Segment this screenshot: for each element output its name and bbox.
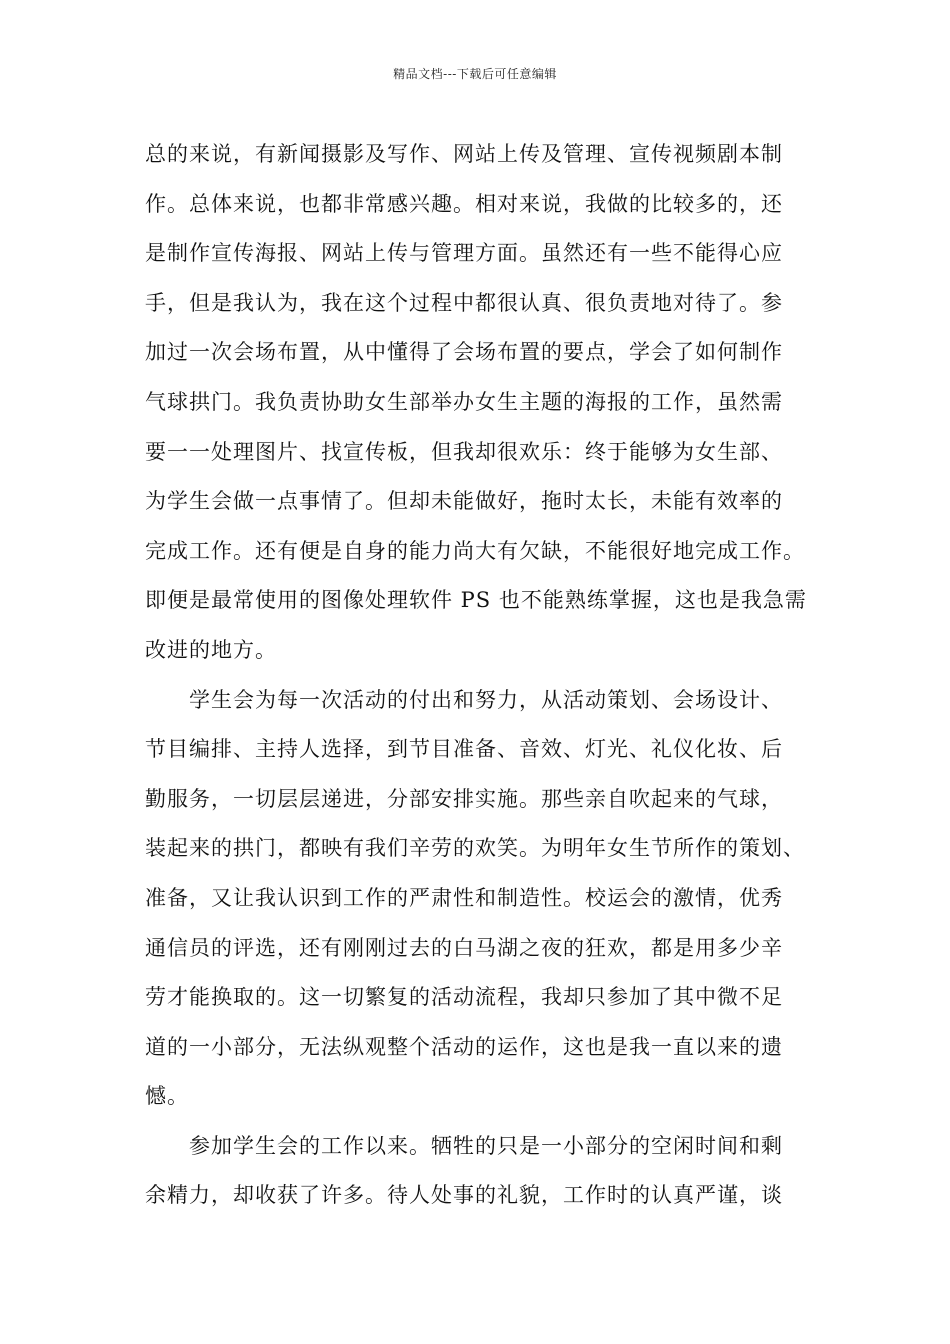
text-line: 加过一次会场布置，从中懂得了会场布置的要点，学会了如何制作 [145,340,783,365]
text-line: 准备，又让我认识到工作的严肃性和制造性。校运会的激情，优秀 [145,885,783,910]
text-line: 劳才能换取的。这一切繁复的活动流程，我却只参加了其中微不足 [145,985,783,1010]
text-line: 道的一小部分，无法纵观整个活动的运作，这也是我一直以来的遗 [145,1034,783,1059]
text-line: 通信员的评选，还有刚刚过去的白马湖之夜的狂欢，都是用多少辛 [145,935,783,960]
text-line: 手，但是我认为，我在这个过程中都很认真、很负责地对待了。参 [145,290,783,315]
text-line: 即便是最常使用的图像处理软件 PS 也不能熟练掌握，这也是我急需 [145,588,807,613]
text-line: 勤服务，一切层层递进，分部安排实施。那些亲自吹起来的气球， [145,786,783,811]
page-header: 精品文档---下载后可任意编辑 [393,67,557,81]
paragraph-start-line: 参加学生会的工作以来。牺牲的只是一小部分的空闲时间和剩 [189,1133,783,1158]
text-line: 装起来的拱门，都映有我们辛劳的欢笑。为明年女生节所作的策划、 [145,836,805,861]
text-line: 气球拱门。我负责协助女生部举办女生主题的海报的工作，虽然需 [145,389,783,414]
paragraph-start-line: 学生会为每一次活动的付出和努力，从活动策划、会场设计、 [189,687,783,712]
text-line: 要一一处理图片、找宣传板，但我却很欢乐：终于能够为女生部、 [145,439,783,464]
text-line: 憾。 [145,1084,189,1109]
text-line: 余精力，却收获了许多。待人处事的礼貌，工作时的认真严谨，谈 [145,1183,783,1208]
document-body [145,130,815,1221]
text-line: 完成工作。还有便是自身的能力尚大有欠缺，不能很好地完成工作。 [145,538,805,563]
text-line: 改进的地方。 [145,637,277,662]
text-line: 为学生会做一点事情了。但却未能做好，拖时太长，未能有效率的 [145,489,783,514]
text-line: 总的来说，有新闻摄影及写作、网站上传及管理、宣传视频剧本制 [145,142,783,166]
text-line: 节目编排、主持人选择，到节目准备、音效、灯光、礼仪化妆、后 [145,737,783,762]
text-line: 作。总体来说，也都非常感兴趣。相对来说，我做的比较多的，还 [145,191,783,216]
text-line: 是制作宣传海报、网站上传与管理方面。虽然还有一些不能得心应 [145,241,783,266]
